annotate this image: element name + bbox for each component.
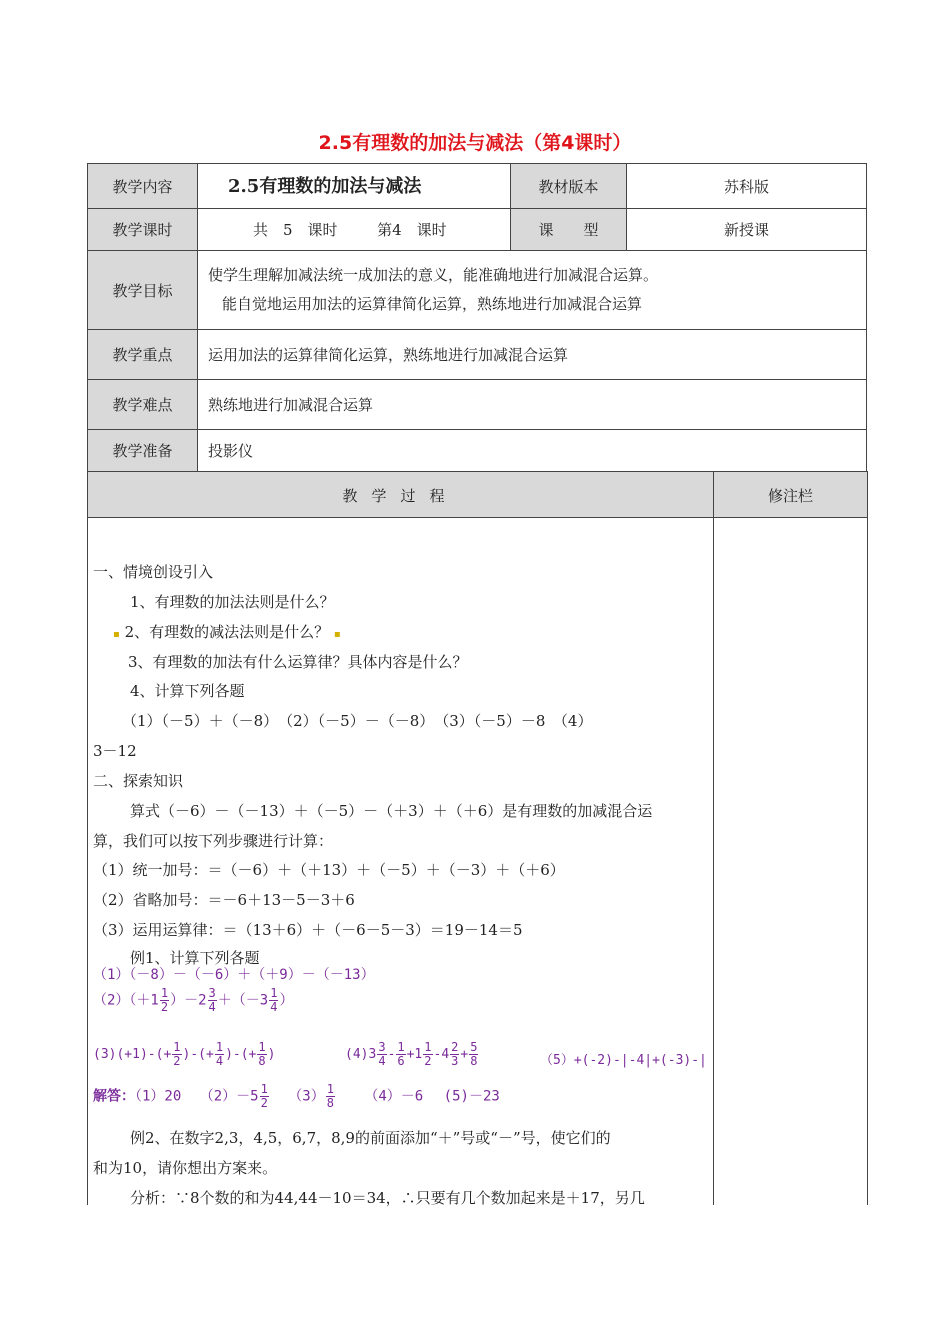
fraction: $\frac{1}{4}$	[270, 986, 278, 1014]
type-value: 新授课	[627, 209, 867, 251]
prep-value: 投影仪	[198, 430, 867, 472]
step-1: （1）统一加号：＝（－6）＋（＋13）＋（－5）＋（－3）＋（＋6）	[93, 861, 565, 879]
example-1-item-2: （2）（＋1 $\frac{1}{2}$ ）－2 $\frac{3}{4}$ ＋（－3 $\frac{1}{4}$ ）	[93, 986, 294, 1014]
analysis-line: 分析：∵8个数的和为44,44－10＝34，∴只要有几个数加起来是＋17，另几	[130, 1189, 645, 1207]
difficulty-value: 熟练地进行加减混合运算	[198, 380, 867, 430]
question-4-tail: 3－12	[93, 742, 137, 760]
example-2-line-1: 例2、在数字2,3，4,5，6,7，8,9的前面添加“＋”号或“－”号，使它们的	[130, 1129, 611, 1147]
type-label: 课 型	[511, 209, 627, 251]
edition-value: 苏科版	[627, 164, 867, 209]
example-1-item-3: (3)(+1)-(+ $\frac{1}{2}$ )-(+ $\frac{1}{4}$ )-(+ $\frac{1}{8}$ )	[93, 1040, 276, 1068]
key-label: 教学重点	[88, 330, 198, 380]
example-2-line-2: 和为10，请你想出方案来。	[93, 1159, 278, 1177]
prep-label: 教学准备	[88, 430, 198, 472]
edition-label: 教材版本	[511, 164, 627, 209]
fraction: $\frac{3}{4}$	[208, 986, 216, 1014]
goal-label: 教学目标	[88, 251, 198, 330]
lesson-info-table	[87, 163, 867, 472]
question-3: 3、有理数的加法有什么运算律？具体内容是什么？	[128, 653, 468, 671]
example-1-item-4: (4)3 $\frac{3}{4}$ - $\frac{1}{6}$ +1 $\frac{1}{2}$ -4 $\frac{2}{3}$ + $\frac{5}{8}$	[345, 1040, 478, 1068]
paragraph-1a: 算式（－6）－（－13）＋（－5）－（＋3）＋（＋6）是有理数的加减混合运	[130, 802, 653, 820]
question-4: 4、计算下列各题	[130, 682, 245, 700]
example-1-heading: 例1、计算下列各题	[130, 949, 260, 967]
section-1-heading: 一、情境创设引入	[93, 563, 214, 581]
hours-label: 教学课时	[88, 209, 198, 251]
column-divider	[713, 472, 714, 1205]
difficulty-label: 教学难点	[88, 380, 198, 430]
step-2: （2）省略加号：＝－6＋13－5－3＋6	[93, 891, 355, 909]
content-label: 教学内容	[88, 164, 198, 209]
mark-dot: ▪	[333, 629, 341, 640]
content-value: 2.5有理数的加法与减法	[198, 164, 511, 209]
question-2: 2、有理数的减法法则是什么？	[124, 623, 330, 641]
fraction: $\frac{1}{2}$	[160, 986, 169, 1014]
step-3: （3）运用运算律：＝（13＋6）＋（－6－5－3）＝19－14＝5	[93, 921, 523, 939]
question-4-items: （1）（－5）＋（－8） （2）（－5）－（－8） （3）（－5）－8 （4）	[122, 712, 593, 730]
mark-dot: ▪	[113, 629, 120, 640]
key-value: 运用加法的运算律简化运算，熟练地进行加减混合运算	[198, 330, 867, 380]
example-1-item-1: （1）（－8）－（－6）＋（＋9）－（－13）	[93, 967, 375, 983]
process-header: 教学过程	[342, 487, 459, 505]
example-1-item-5: （5）+(-2)-|-4|+(-3)-|	[540, 1053, 707, 1068]
hours-total: 共 5 课时	[253, 221, 338, 239]
page-title: 2.5有理数的加法与减法（第4课时）	[318, 132, 632, 154]
goal-line-1: 使学生理解加减法统一成加法的意义，能准确地进行加减混合运算。	[208, 266, 659, 284]
paragraph-1b: 算，我们可以按下列步骤进行计算：	[93, 832, 334, 850]
notes-header: 修注栏	[767, 487, 813, 505]
section-2-heading: 二、探索知识	[93, 772, 184, 790]
hours-current: 第4 课时	[377, 221, 447, 239]
question-1: 1、有理数的加法法则是什么？	[130, 593, 335, 611]
goal-line-2: 能自觉地运用加法的运算律简化运算，熟练地进行加减混合运算	[222, 295, 643, 313]
answers: 解答：（1）20 （2）－5 $\frac{1}{2}$ （3） $\frac{1}{8}$ （4）－6 (5)－23	[93, 1082, 500, 1110]
